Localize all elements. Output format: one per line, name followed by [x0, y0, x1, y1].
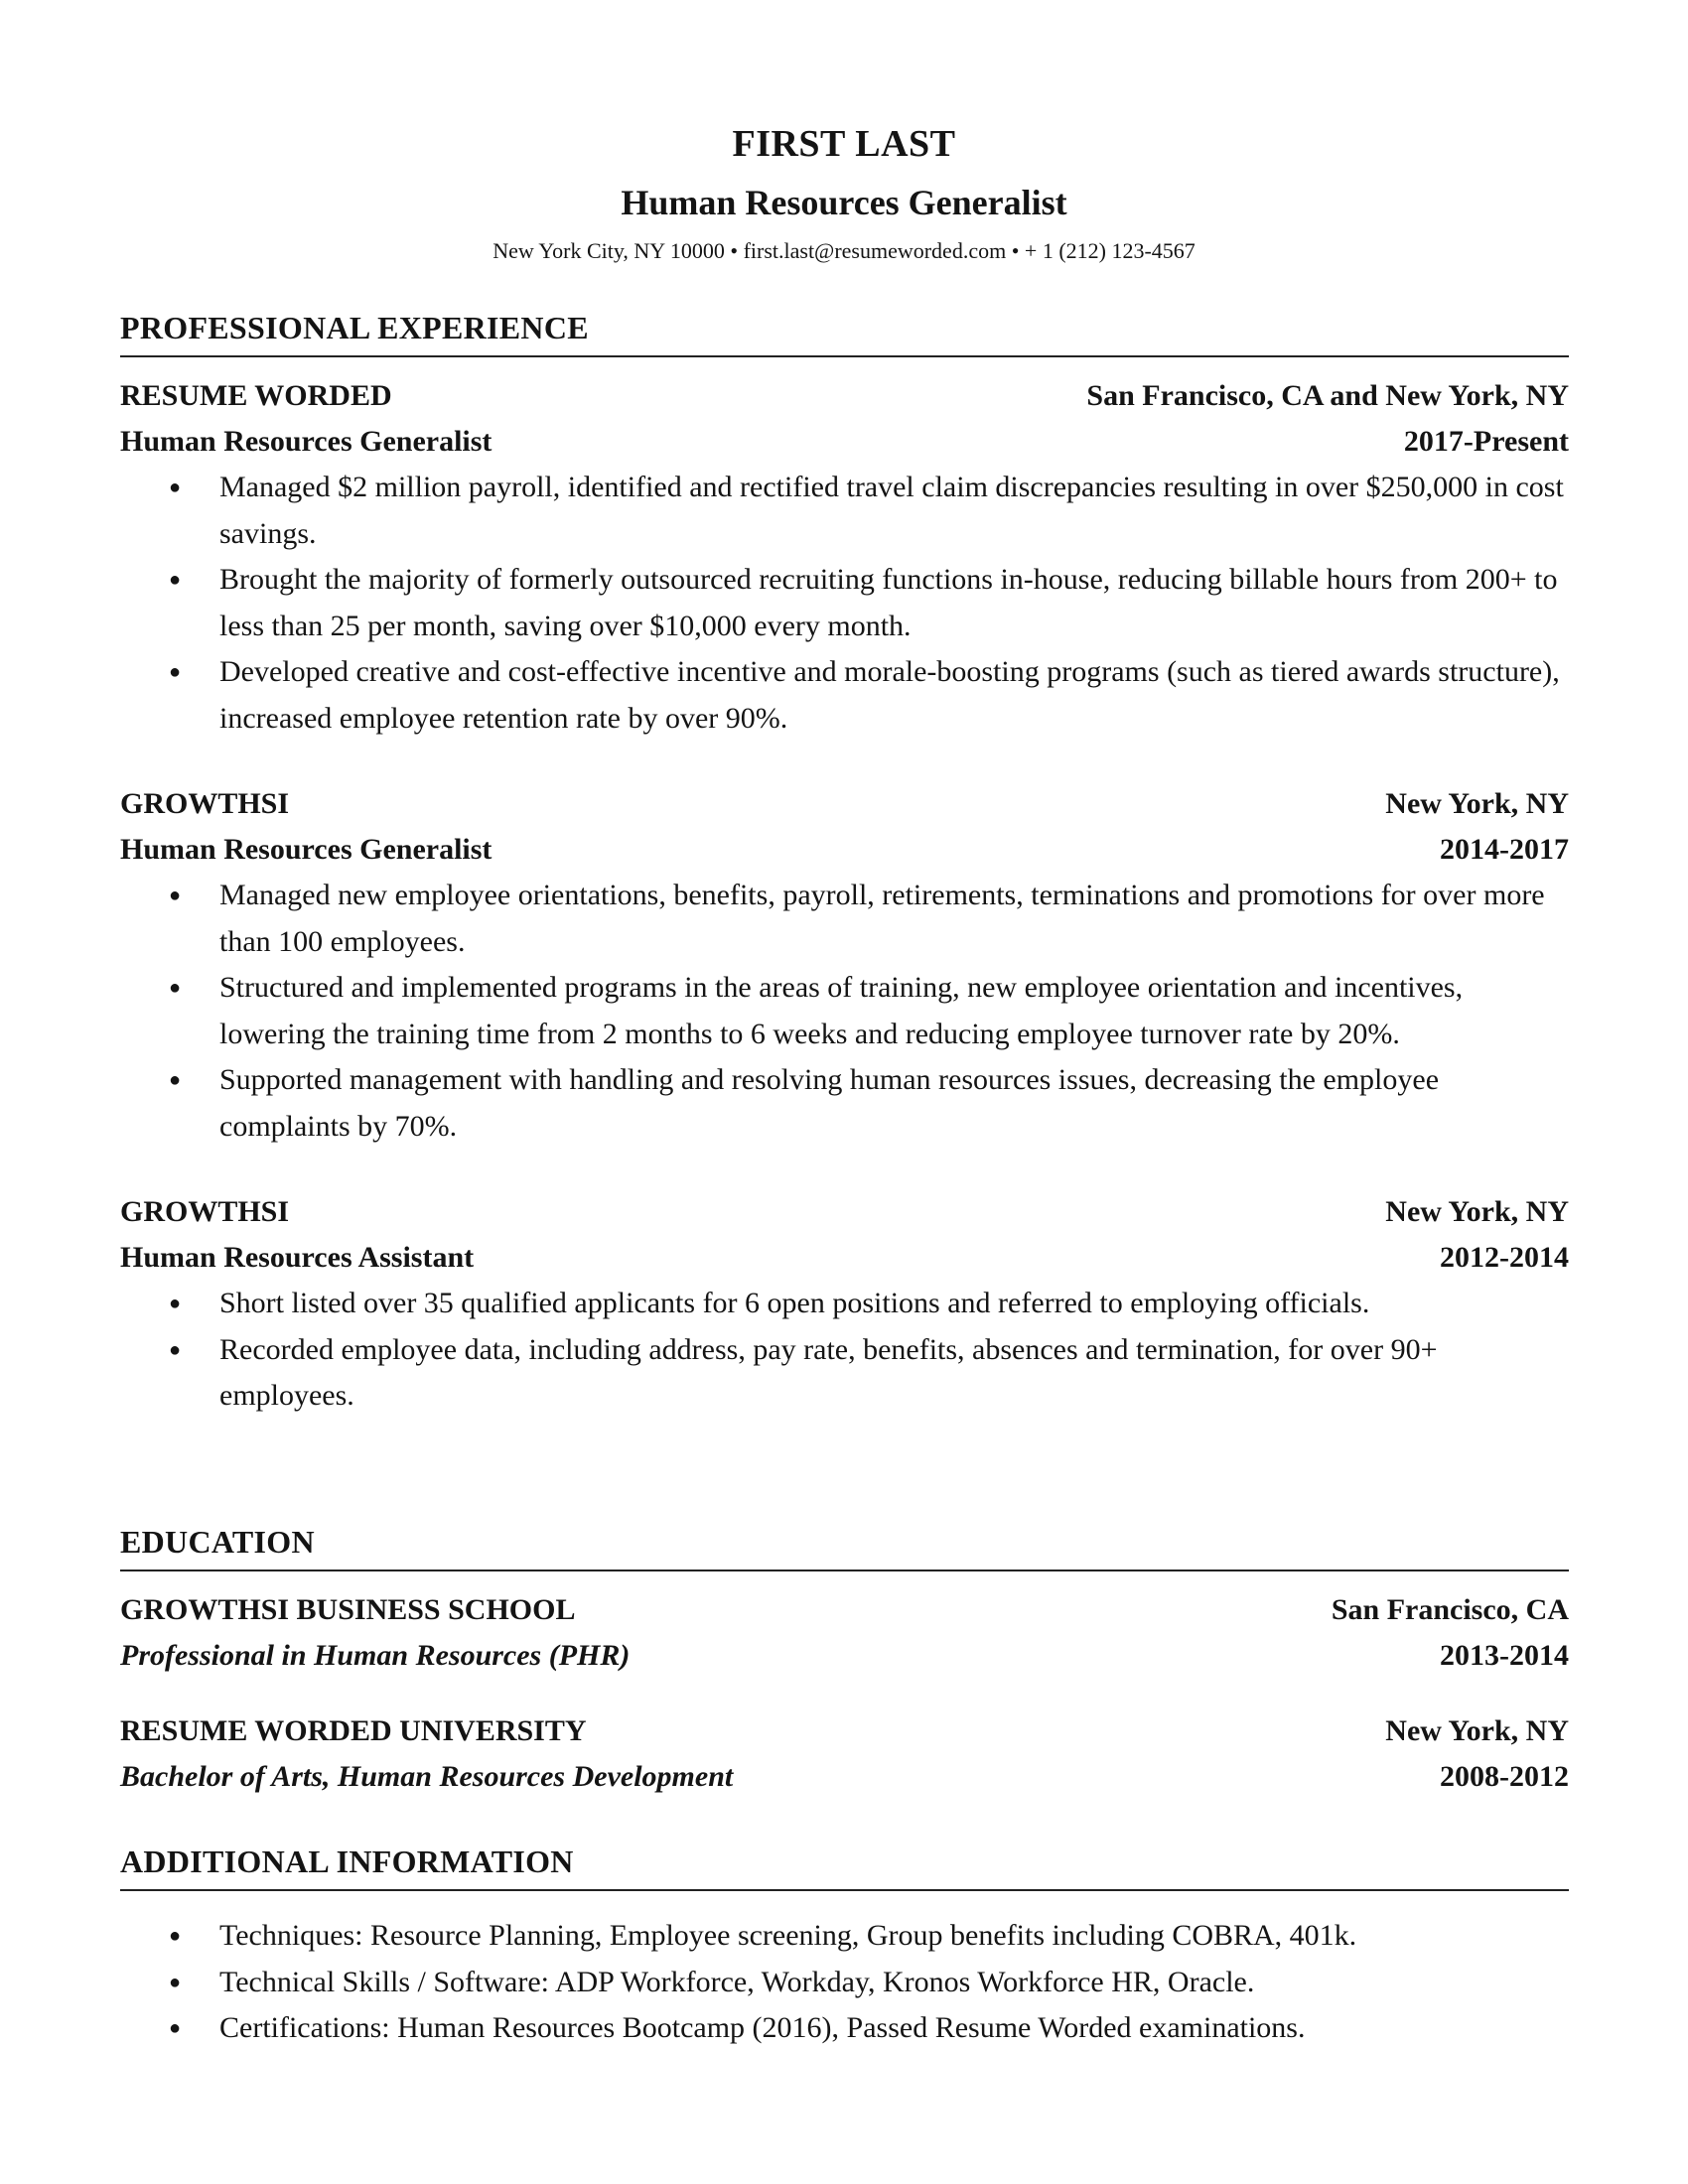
job-location: San Francisco, CA and New York, NY: [1086, 379, 1569, 412]
job-role: Human Resources Generalist: [120, 833, 492, 866]
education-section: [120, 1522, 1569, 1800]
job-entry: [120, 1189, 1569, 1420]
job-dates: 2017-Present: [1403, 425, 1569, 458]
bullet-item: ● Managed $2 million payroll, identified and rectified travel claim discrepancies resulting in over $250,000 in cost savings.: [120, 465, 1569, 557]
section-title-education: EDUCATION: [120, 1522, 1569, 1571]
bullet-item: ● Brought the majority of formerly outsourced recruiting functions in-house, reducing billable hours from 200+ to less than 25 per month, saving over $10,000 every month.: [120, 557, 1569, 649]
job-company: GROWTHSI: [120, 1195, 290, 1228]
experience-section: [120, 308, 1569, 1420]
additional-section: [120, 1842, 1569, 2052]
section-title-experience: PROFESSIONAL EXPERIENCE: [120, 308, 1569, 357]
job-role: Human Resources Generalist: [120, 425, 492, 458]
bullet-item: ● Supported management with handling and resolving human resources issues, decreasing the employee complaints by 70%.: [120, 1057, 1569, 1150]
job-bullets: [120, 873, 1569, 1150]
section-title-additional: ADDITIONAL INFORMATION: [120, 1842, 1569, 1891]
school-name: RESUME WORDED UNIVERSITY: [120, 1714, 587, 1747]
bullet-item: ● Techniques: Resource Planning, Employee screening, Group benefits including COBRA, 401k.: [120, 1913, 1569, 1960]
bullet-item: ● Recorded employee data, including address, pay rate, benefits, absences and termination, for over 90+ employees.: [120, 1327, 1569, 1420]
bullet-item: ● Developed creative and cost-effective incentive and morale-boosting programs (such as tiered awards structure), increased employee retention rate by over 90%.: [120, 649, 1569, 742]
job-role: Human Resources Assistant: [120, 1241, 475, 1274]
job-company: GROWTHSI: [120, 787, 290, 820]
additional-bullets: [120, 1913, 1569, 2052]
resume-header: [0, 0, 1688, 268]
bullet-item: ● Certifications: Human Resources Bootcamp (2016), Passed Resume Worded examinations.: [120, 2005, 1569, 2052]
bullet-item: ● Short listed over 35 qualified applicants for 6 open positions and referred to employing officials.: [120, 1281, 1569, 1327]
education-dates: 2008-2012: [1440, 1760, 1569, 1793]
school-name: GROWTHSI BUSINESS SCHOOL: [120, 1593, 576, 1626]
job-location: New York, NY: [1385, 787, 1569, 820]
candidate-title: Human Resources Generalist: [621, 183, 1067, 222]
education-entry: [120, 1708, 1569, 1800]
job-entry: [120, 373, 1569, 742]
bullet-item: ● Managed new employee orientations, benefits, payroll, retirements, terminations and promotions for over more than 100 employees.: [120, 873, 1569, 965]
education-entry: [120, 1587, 1569, 1679]
job-dates: 2012-2014: [1440, 1241, 1569, 1274]
job-bullets: [120, 465, 1569, 742]
candidate-name: FIRST LAST: [732, 123, 956, 165]
job-dates: 2014-2017: [1440, 833, 1569, 866]
job-bullets: [120, 1281, 1569, 1420]
bullet-item: ● Technical Skills / Software: ADP Workforce, Workday, Kronos Workforce HR, Oracle.: [120, 1960, 1569, 2006]
bullet-item: ● Structured and implemented programs in the areas of training, new employee orientation and incentives, lowering the training time from 2 months to 6 weeks and reducing employee turnover rate by 20%.: [120, 965, 1569, 1057]
degree-name: Professional in Human Resources (PHR): [120, 1639, 631, 1672]
school-location: San Francisco, CA: [1331, 1593, 1569, 1626]
education-dates: 2013-2014: [1440, 1639, 1569, 1672]
job-location: New York, NY: [1385, 1195, 1569, 1228]
contact-line: New York City, NY 10000 • first.last@resumeworded.com • + 1 (212) 123-4567: [492, 238, 1196, 263]
job-company: RESUME WORDED: [120, 379, 392, 412]
school-location: New York, NY: [1385, 1714, 1569, 1747]
job-entry: [120, 781, 1569, 1150]
degree-name: Bachelor of Arts, Human Resources Development: [120, 1760, 734, 1793]
